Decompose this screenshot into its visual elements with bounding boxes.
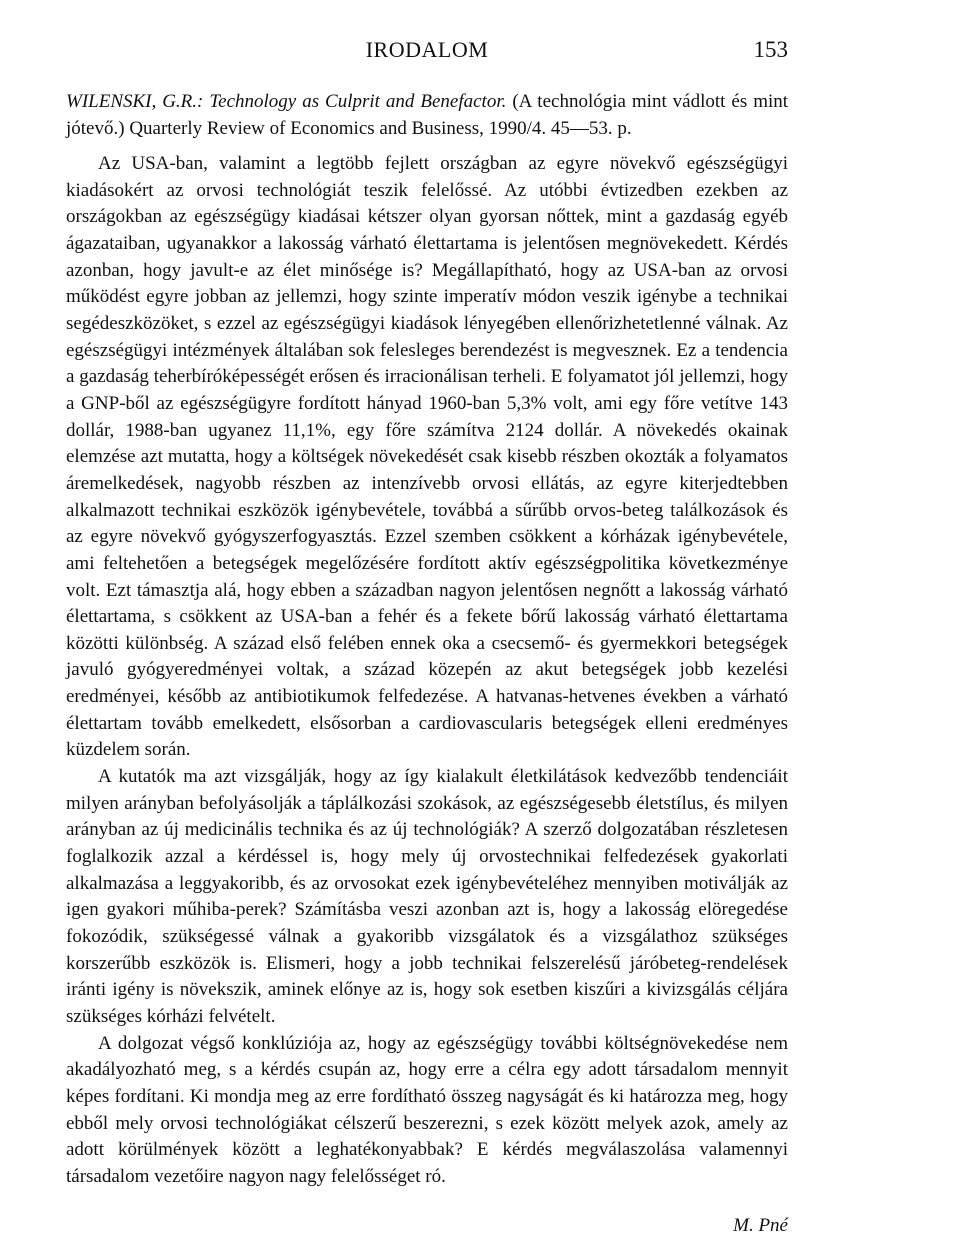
citation-details: (A technológia mint vádlott és mint jótevő.) Quarterly Review of Economics and Business, 1990/4. 45—53. p.	[66, 91, 789, 139]
paragraph: A dolgozat végső konklúziója az, hogy az egészségügy további költségnövekedése nem akadályozható meg, s a kérdés csupán az, hogy erre a célra egy adott társadalom mennyit képes fordítani. Ki mondja meg az erre fordítható összeg nagyságát és ki határozza meg, hogy ebből mely orvosi technológiákat célszerű beszerezni, s ezek között melyek azok, amely az adott körülmények között a leghatékonyabbak? E kérdés megválaszolása valamennyi társadalom vezetőire nagyon nagy felelősséget ró.	[66, 1032, 788, 1187]
review-body	[66, 151, 788, 1191]
running-title: IRODALOM	[365, 37, 489, 62]
citation-title: Technology as Culprit and Benefactor.	[209, 91, 507, 112]
paragraph: Az USA-ban, valamint a legtöbb fejlett országban az egyre növekvő egészségügyi kiadásokért az orvosi technológiát teszik felelőssé. Az utóbbi évtizedben ezekben az országokban az egészségügy kiadásai kétszer olyan gyorsan nőttek, mint a gazdaság egyéb ágazataiban, ugyanakkor a lakosság várható élettartama is jelentősen megnövekedett. Kérdés azonban, hogy javult-e az élet minősége is? Megállapítható, hogy az USA-ban az orvosi működést egyre jobban az jellemzi, hogy szinte imperatív módon veszik igénybe a technikai segédeszközöket, s ezzel az egészségügyi kiadások lényegében ellenőrizhetetlenné válnak. Az egészségügyi intézmények általában sok felesleges berendezést is megvesznek. Ez a tendencia a gazdaság teherbíróképességét erősen és irracionálisan terheli. E folyamatot jól jellemzi, hogy a GNP-ből az egészségügyre fordított hányad 1960-ban 5,3% volt, ami egy főre vetítve 143 dollár, 1988-ban ugyanez 11,1%, egy főre számítva 2124 dollár. A növekedés okainak elemzése azt mutatta, hogy a költségek növekedését csak kisebb részben okozták a folyamatos áremelkedések, nagyobb részben az intenzívebb orvosi ellátás, az egyre kiterjedtebben alkalmazott technikai eszközök igénybevétele, továbbá a sűrűbb orvos-beteg találkozások és az egyre növekvő gyógyszerfogyasztás. Ezzel szemben csökkent a kórházak igénybevétele, ami feltehetően a betegségek megelőzésére fordított aktív egészségpolitika következménye volt. Ezt támasztja alá, hogy ebben a században nagyon jelentősen negnőtt a lakosság várható élettartama, s csökkent az USA-ban a fehér és a fekete bőrű lakosság várható élettartama közötti különbség. A század első felében ennek oka a csecsemő- és gyermekkori betegségek javuló gyógyeredményei voltak, a század közepén az akut betegségek jobb kezelési eredményei, később az antibiotikumok felfedezése. A hatvanas-hetvenes években a várható élettartam tovább emelkedett, elsősorban a cardiovascularis betegségek elleni eredményes küzdelem során.	[66, 153, 788, 761]
citation-author: WILENSKI, G.R.:	[66, 91, 204, 112]
page-number: 153	[753, 37, 788, 62]
paragraph: A kutatók ma azt vizsgálják, hogy az így kialakult életkilátások kedvezőbb tendenciáit milyen arányban befolyásolják a táplálkozási szokások, az egészségesebb életstílus, és milyen arányban az új medicinális technika és az új technológiák? A szerző dolgozatában részletesen foglalkozik azzal a kérdéssel is, hogy mely új orvostechnikai felfedezések gyakorlati alkalmazása a leggyakoribb, és az orvosokat ezek igénybevételéhez mennyiben motiválják az igen gyakori műhiba-perek? Számításba veszi azonban azt is, hogy a lakosság elöregedése fokozódik, szükségessé válnak a gyakoribb vizsgálatok és a vizsgálathoz szükséges korszerűbb eszközök is. Elismeri, hogy a jobb technikai felszerelésű járóbeteg-rendelések iránti igény is növekszik, aminek előnye az is, hogy sok esetben kiszűri a kivizsgálás céljára szükséges kórházi felvételt.	[66, 766, 788, 1027]
reviewer-signature: M. Pné	[733, 1214, 788, 1236]
running-header	[66, 30, 788, 70]
page	[66, 30, 789, 1236]
bibliographic-citation	[66, 88, 788, 142]
